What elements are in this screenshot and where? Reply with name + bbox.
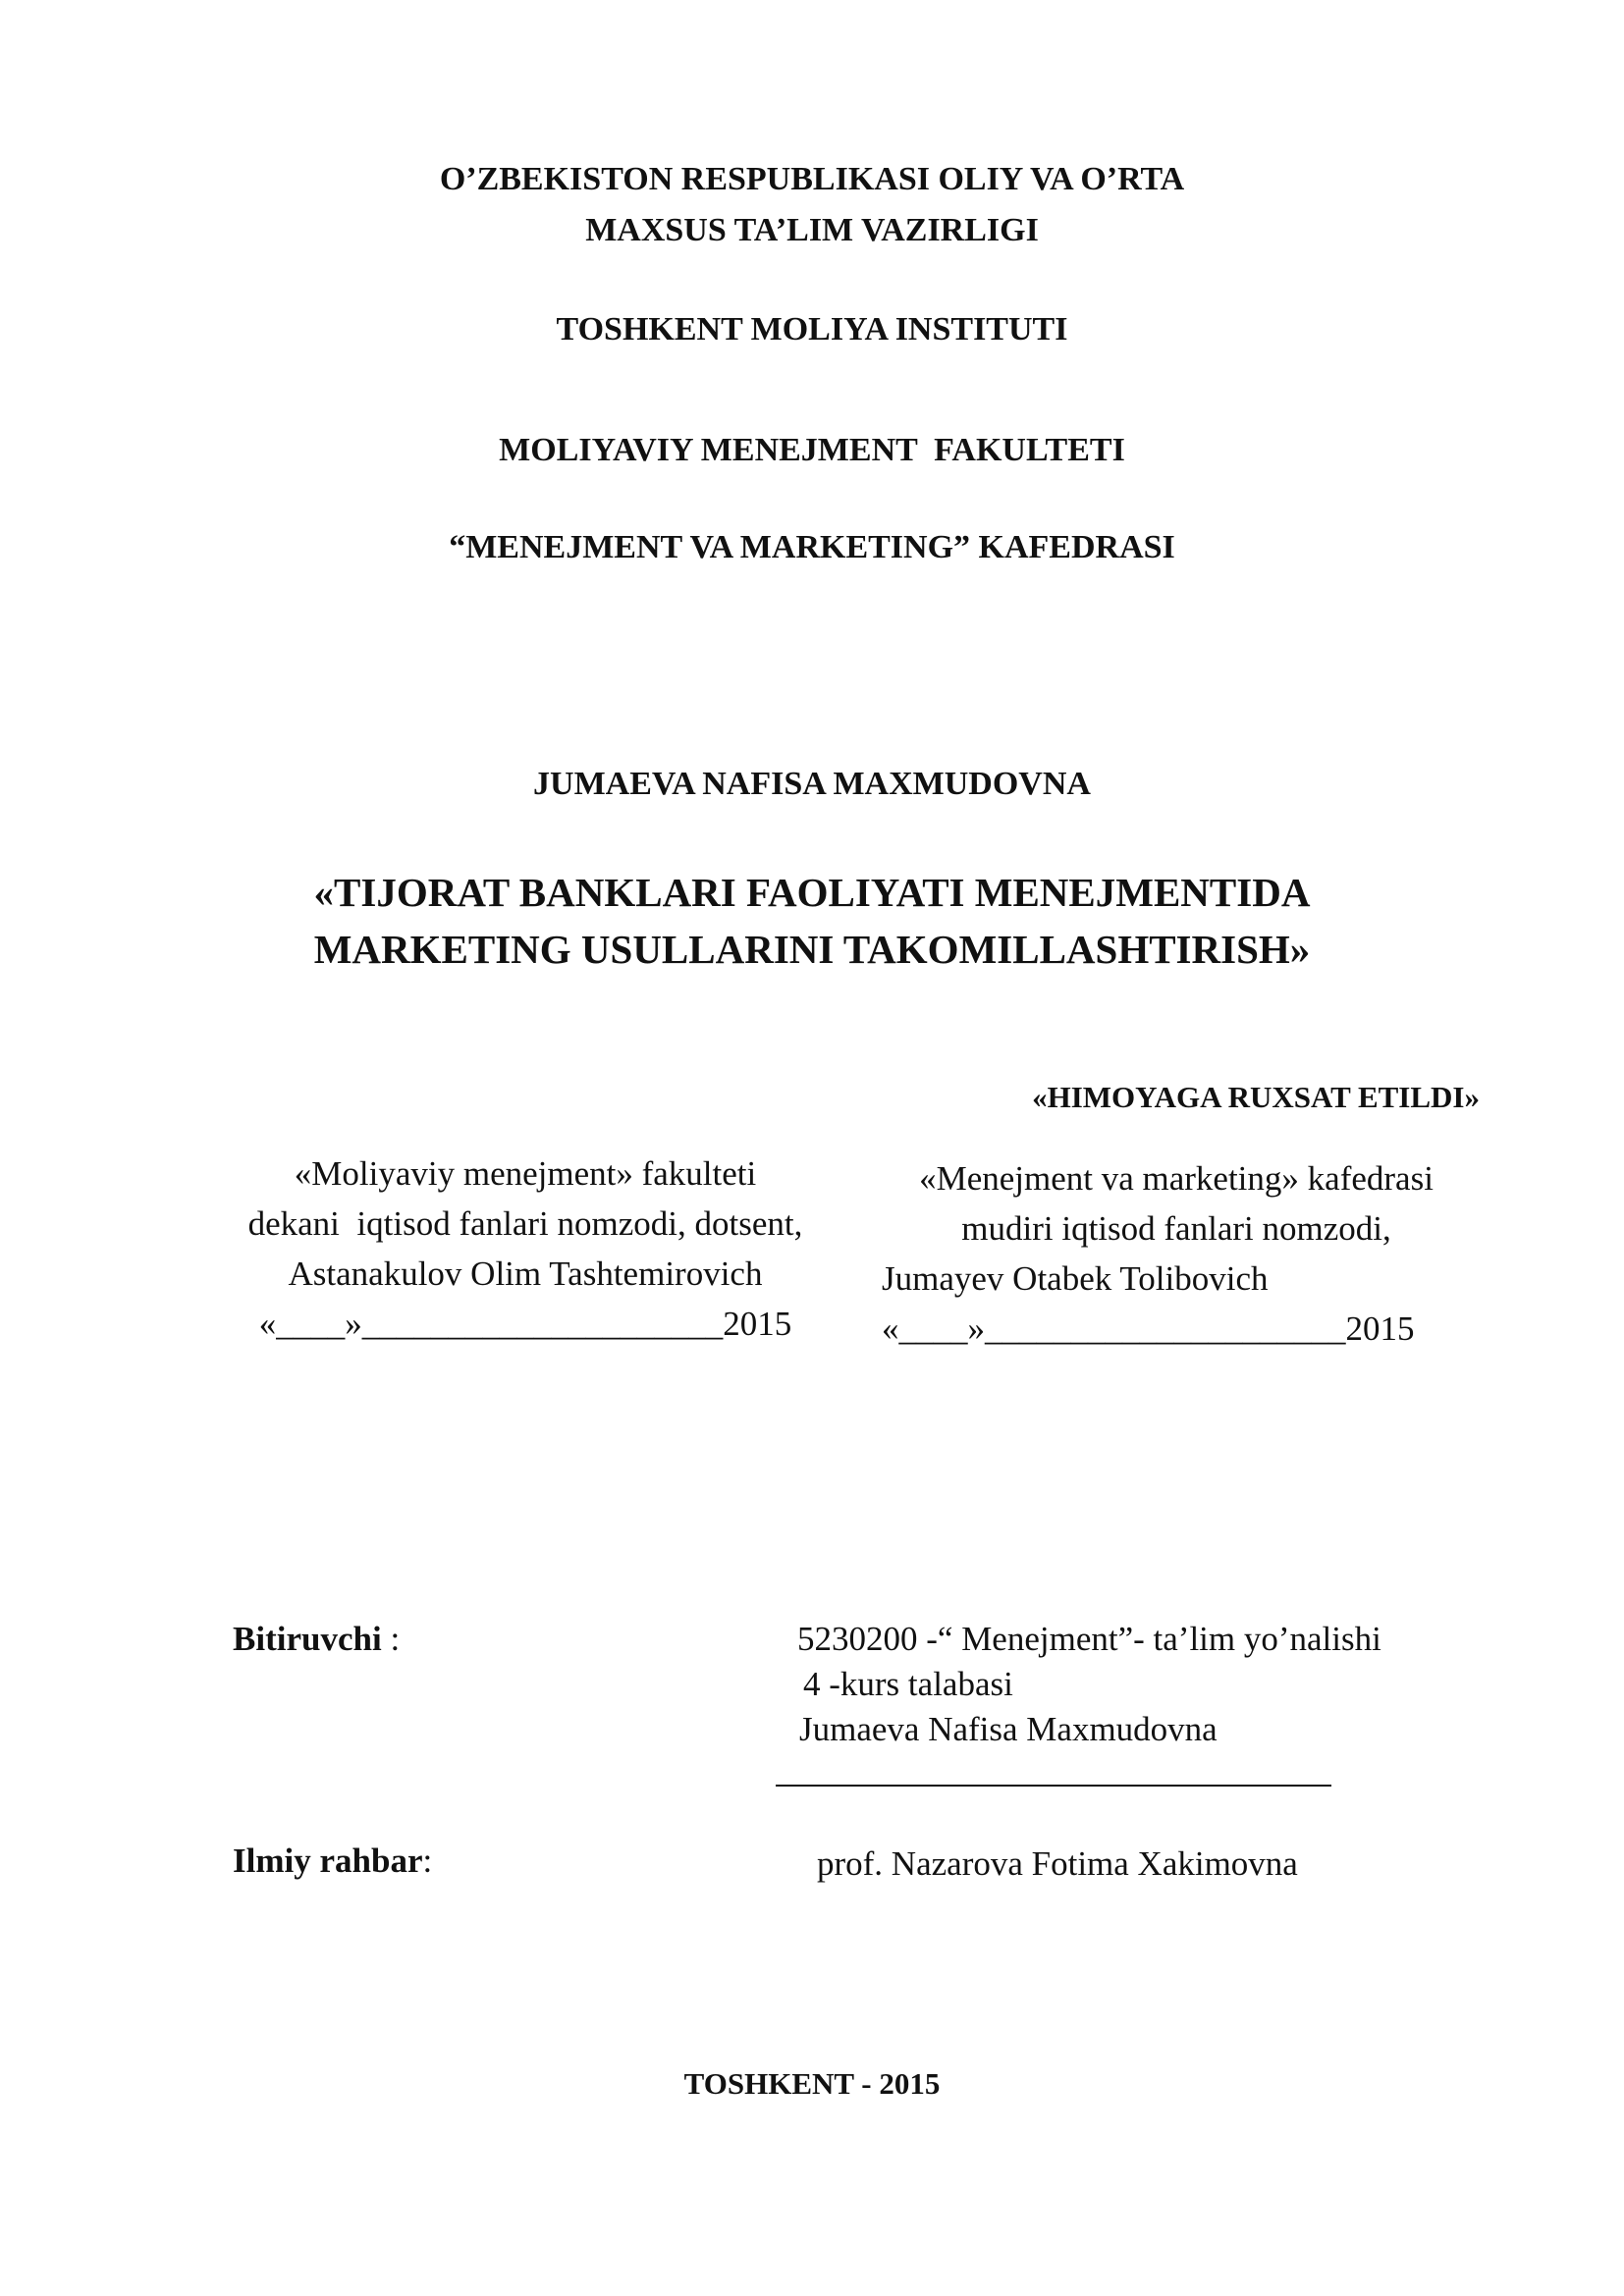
graduate-info	[797, 1617, 1381, 1752]
ministry-line-1: O’ZBEKISTON RESPUBLIKASI OLIY VA O’RTA	[439, 161, 1185, 197]
head-line-2: mudiri iqtisod fanlari nomzodi,	[961, 1209, 1391, 1248]
head-signature-block	[872, 1153, 1481, 1354]
department-name: “MENEJMENT VA MARKETING” KAFEDRASI	[449, 529, 1175, 565]
head-line-3: Jumayev Otabek Tolibovich	[882, 1259, 1269, 1298]
graduate-name: Jumaeva Nafisa Maxmudovna	[799, 1710, 1218, 1748]
thesis-title-line-1: «TIJORAT BANKLARI FAOLIYATI MENEJMENTIDA	[313, 870, 1311, 915]
graduate-label-text: Bitiruvchi	[233, 1620, 382, 1658]
dean-date-line: «____»_____________________2015	[258, 1305, 792, 1343]
faculty-name: MOLIYAVIY MENEJMENT FAKULTETI	[499, 432, 1125, 468]
institute-name: TOSHKENT MOLIYA INSTITUTI	[556, 311, 1068, 347]
supervisor-name: prof. Nazarova Fotima Xakimovna	[817, 1844, 1298, 1883]
dean-line-3: Astanakulov Olim Tashtemirovich	[288, 1255, 763, 1293]
graduate-signature-line	[776, 1785, 1331, 1787]
thesis-title-line-2: MARKETING USULLARINI TAKOMILLASHTIRISH»	[313, 927, 1311, 972]
graduate-program: 5230200 -“ Menejment”- ta’lim yo’nalishi	[797, 1620, 1381, 1658]
supervisor-label-separator: :	[422, 1842, 433, 1880]
graduate-label	[233, 1620, 400, 1659]
ministry-line-2: MAXSUS TA’LIM VAZIRLIGI	[585, 212, 1039, 248]
supervisor-label	[233, 1842, 432, 1881]
author-name: JUMAEVA NAFISA MAXMUDOVNA	[533, 766, 1091, 802]
dean-signature-block	[201, 1148, 849, 1349]
graduate-course: 4 -kurs talabasi	[803, 1665, 1013, 1703]
city-year: TOSHKENT - 2015	[683, 2066, 941, 2101]
thesis-title	[0, 864, 1624, 978]
ministry-heading	[0, 154, 1624, 256]
approval-heading: «HIMOYAGA RUXSAT ETILDI»	[1032, 1080, 1480, 1114]
graduate-label-separator: :	[381, 1620, 401, 1658]
supervisor-label-text: Ilmiy rahbar	[233, 1842, 423, 1880]
head-line-1: «Menejment va marketing» kafedrasi	[919, 1159, 1434, 1198]
head-date-line: «____»_____________________2015	[882, 1309, 1415, 1348]
dean-line-2: dekani iqtisod fanlari nomzodi, dotsent,	[247, 1204, 803, 1243]
dean-line-1: «Moliyaviy menejment» fakulteti	[294, 1154, 757, 1193]
